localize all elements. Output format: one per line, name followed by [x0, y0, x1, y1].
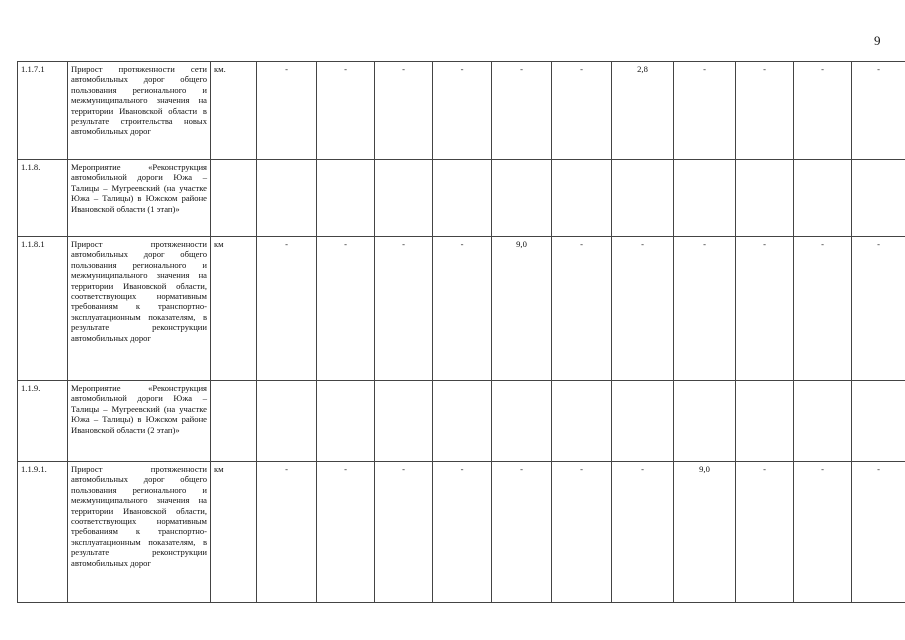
- row-code: 1.1.8.: [18, 160, 68, 237]
- value-cell: [552, 381, 612, 462]
- row-code: 1.1.7.1: [18, 62, 68, 160]
- value-cell: -: [375, 462, 433, 603]
- value-cell: [492, 381, 552, 462]
- table-row: [18, 381, 905, 462]
- value-cell: -: [552, 462, 612, 603]
- value-cell: [257, 381, 317, 462]
- table-row: [18, 62, 905, 160]
- value-cell: -: [612, 462, 674, 603]
- value-cell: [852, 381, 905, 462]
- value-cell: -: [492, 62, 552, 160]
- value-cell: -: [552, 62, 612, 160]
- value-cell: -: [674, 62, 736, 160]
- value-cell: -: [736, 62, 794, 160]
- value-cell: -: [794, 237, 852, 381]
- row-description: Прирост протяженности автомобильных дорог общего пользования регионального и межмуниципального значения на территории Ивановской области, соответствующих нормативным требованиям к транспортно-эксплуатационным показателям, в результате реконструкции автомобильных дорог: [68, 237, 211, 381]
- value-cell: -: [492, 462, 552, 603]
- value-cell: -: [794, 62, 852, 160]
- table-row: [18, 462, 905, 603]
- value-cell: [433, 381, 492, 462]
- value-cell: [612, 160, 674, 237]
- value-cell: [736, 381, 794, 462]
- value-cell: [674, 381, 736, 462]
- value-cell: -: [674, 237, 736, 381]
- indicators-table: [17, 61, 905, 603]
- row-description: Прирост протяженности сети автомобильных дорог общего пользования регионального и межмуниципального значения на территории Ивановской области в результате строительства новых автомобильных дорог: [68, 62, 211, 160]
- value-cell: [794, 160, 852, 237]
- row-unit: км.: [211, 62, 257, 160]
- value-cell: [552, 160, 612, 237]
- row-unit: [211, 160, 257, 237]
- row-code: 1.1.8.1: [18, 237, 68, 381]
- row-code: 1.1.9.: [18, 381, 68, 462]
- value-cell: [612, 381, 674, 462]
- value-cell: [433, 160, 492, 237]
- value-cell: -: [375, 237, 433, 381]
- value-cell: [736, 160, 794, 237]
- row-code: 1.1.9.1.: [18, 462, 68, 603]
- value-cell: [794, 381, 852, 462]
- value-cell: -: [375, 62, 433, 160]
- value-cell: [674, 160, 736, 237]
- value-cell: 2,8: [612, 62, 674, 160]
- table-row: [18, 237, 905, 381]
- value-cell: 9,0: [492, 237, 552, 381]
- value-cell: -: [317, 237, 375, 381]
- row-description: Мероприятие «Реконструкция автомобильной дороги Южа – Талицы – Мугреевский (на участке Южа – Талицы) в Южском районе Ивановской области (2 этап)»: [68, 381, 211, 462]
- value-cell: -: [852, 462, 905, 603]
- value-cell: -: [433, 462, 492, 603]
- value-cell: -: [317, 62, 375, 160]
- row-description: Прирост протяженности автомобильных дорог общего пользования регионального и межмуниципального значения на территории Ивановской области, соответствующих нормативным требованиям к транспортно-эксплуатационным показателям, в результате реконструкции автомобильных дорог: [68, 462, 211, 603]
- value-cell: [492, 160, 552, 237]
- value-cell: -: [552, 237, 612, 381]
- value-cell: [852, 160, 905, 237]
- value-cell: -: [317, 462, 375, 603]
- table-row: [18, 160, 905, 237]
- value-cell: [375, 381, 433, 462]
- value-cell: [317, 160, 375, 237]
- value-cell: [317, 381, 375, 462]
- value-cell: -: [612, 237, 674, 381]
- value-cell: -: [794, 462, 852, 603]
- value-cell: [375, 160, 433, 237]
- value-cell: 9,0: [674, 462, 736, 603]
- row-unit: км: [211, 462, 257, 603]
- value-cell: [257, 160, 317, 237]
- value-cell: -: [257, 62, 317, 160]
- row-description: Мероприятие «Реконструкция автомобильной дороги Южа – Талицы – Мугреевский (на участке Южа – Талицы) в Южском районе Ивановской области (1 этап)»: [68, 160, 211, 237]
- page-number: 9: [874, 33, 881, 48]
- value-cell: -: [736, 462, 794, 603]
- value-cell: -: [852, 62, 905, 160]
- value-cell: -: [257, 462, 317, 603]
- value-cell: -: [736, 237, 794, 381]
- row-unit: [211, 381, 257, 462]
- value-cell: -: [433, 237, 492, 381]
- value-cell: -: [257, 237, 317, 381]
- value-cell: -: [433, 62, 492, 160]
- value-cell: -: [852, 237, 905, 381]
- row-unit: км: [211, 237, 257, 381]
